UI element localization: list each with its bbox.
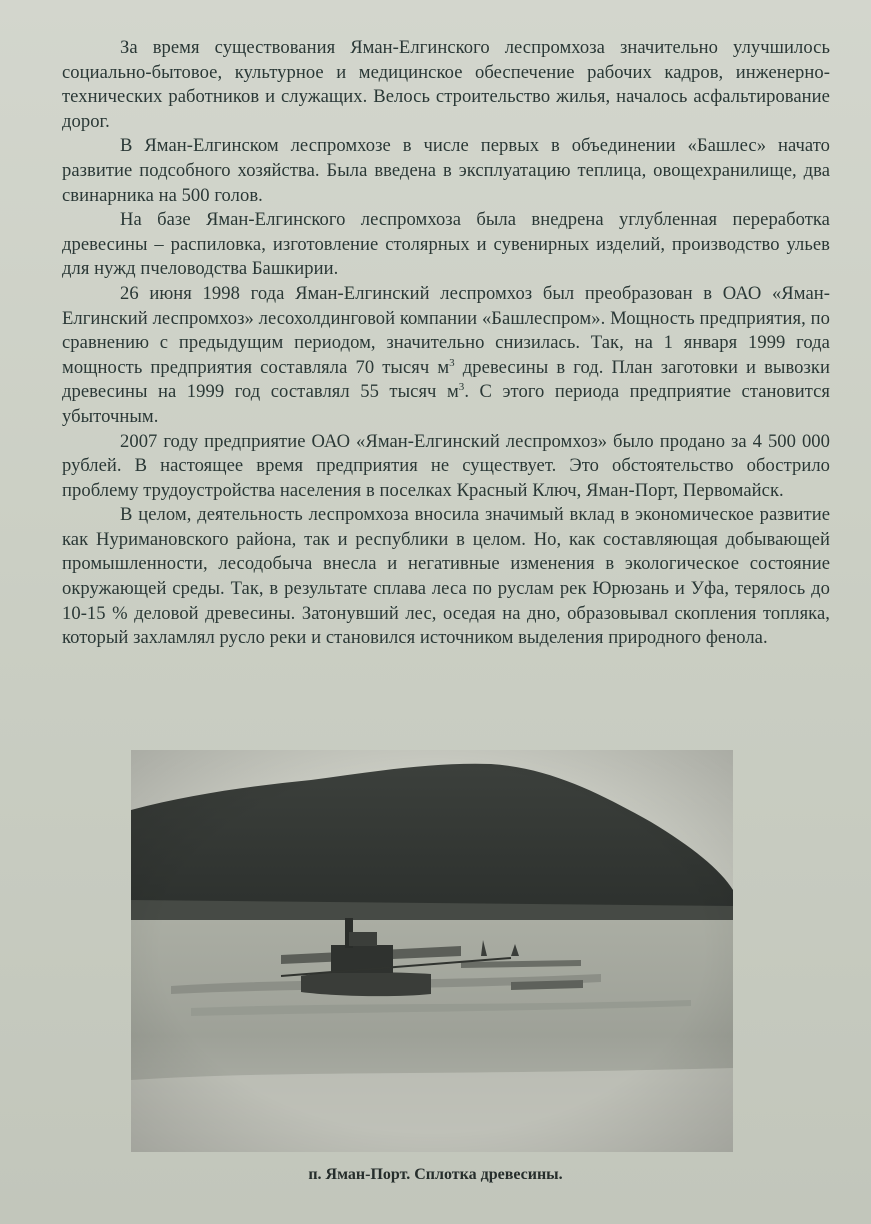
paragraph-sale: 2007 году предприятие ОАО «Яман-Елгинский леспромхоз» было продано за 4 500 000 рублей. В настоящее время предприятия не существует. Это обстоятельство обострило проблему трудоустройства населения в поселках Красный Ключ, Яман-Порт, Первомайск. (62, 430, 830, 501)
superscript-cubic-1: 3 (449, 356, 455, 369)
paragraph-social: За время существования Яман-Елгинского леспромхоза значительно улучшилось социально-бытовое, культурное и медицинское обеспечение рабочих кадров, инженерно-технических работников и служащих. Велось строительство жилья, началось асфальтирование дорог. (62, 37, 830, 132)
reorganization-text-2: древесины в год. План заготовки и вывозки древесины на 1999 год составлял 55 тысяч м (62, 356, 830, 403)
paragraph-ecology: В целом, деятельность леспромхоза вносила значимый вклад в экономическое развитие как Нуримановского района, так и республики в целом. Но, как составляющая добывающей промышленности, лесодобыча внесла и негативные изменения в экологическое состояние окружающей среды. Так, в результате сплава леса по руслам рек Юрюзань и Уфа, терялось до 10-15 % деловой древесины. Затонувший лес, оседая на дно, образовывал скопления топляка, который захламлял русло реки и становился источником выделения природного фенола. (62, 504, 830, 649)
document-body (62, 36, 830, 651)
reorganization-text-3: . С этого периода предприятие становится убыточным. (62, 381, 831, 427)
river-timber-photo (131, 750, 733, 1152)
paragraph-reorganization (62, 282, 830, 430)
photo-caption: п. Яман-Порт. Сплотка древесины. (308, 1166, 563, 1183)
photo-figure (131, 750, 733, 1152)
paragraph-processing: На базе Яман-Елгинского леспромхоза была внедрена углубленная переработка древесины – распиловка, изготовление столярных и сувенирных изделий, производство ульев для нужд пчеловодства Башкирии. (62, 209, 830, 280)
paragraph-farming: В Яман-Елгинском леспромхозе в числе первых в объединении «Башлес» начато развитие подсобного хозяйства. Была введена в эксплуатацию теплица, овощехранилище, два свинарника на 500 голов. (62, 135, 830, 206)
superscript-cubic-2: 3 (458, 381, 465, 394)
reorganization-text-1: 26 июня 1998 года Яман-Елгинский леспромхоз был преобразован в ОАО «Яман-Елгинский леспромхоз» лесохолдинговой компании «Башлеспром». Мощность предприятия, по сравнению с предыдущим периодом, значительно снизилась. Так, на 1 января 1999 года мощность предприятия составляла 70 тысяч м (62, 282, 830, 378)
